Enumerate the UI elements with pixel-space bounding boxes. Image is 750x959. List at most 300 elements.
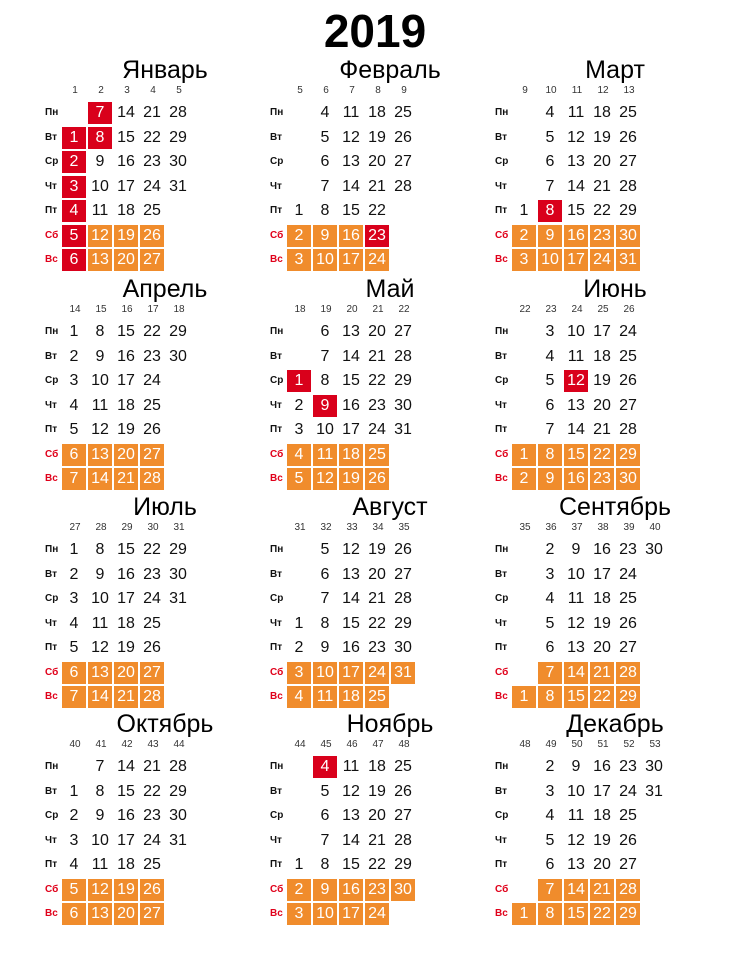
weekend-day-cell: 22: [590, 903, 614, 925]
weekend-day-cell: 17: [339, 249, 363, 271]
day-cell: 7: [320, 347, 330, 365]
day-cell: 9: [571, 758, 581, 775]
day-cell: 23: [143, 347, 161, 365]
week-number: 48: [398, 739, 410, 750]
weekend-day-cell: 23: [590, 225, 614, 247]
weekday-label: Вс: [495, 908, 508, 919]
weekday-label: Пт: [45, 859, 58, 870]
week-number: 29: [121, 522, 133, 533]
weekend-day-cell: 2: [512, 225, 536, 247]
day-cell: 14: [342, 831, 360, 849]
day-cell: 29: [394, 856, 412, 873]
day-cell: 6: [545, 153, 555, 170]
day-cell: 28: [394, 347, 412, 365]
day-cell: 24: [619, 323, 637, 340]
day-cell: 13: [567, 639, 585, 656]
day-cell: 15: [342, 614, 360, 632]
weekday-label: Вт: [270, 131, 282, 143]
day-cell: 14: [567, 177, 585, 195]
weekday-label: Вт: [270, 785, 282, 797]
day-cell: 30: [169, 347, 187, 365]
day-cell: 21: [593, 177, 611, 195]
day-cell: 19: [117, 639, 135, 656]
weekday-label: Чт: [270, 617, 282, 629]
week-number: 21: [372, 304, 384, 315]
weekday-label: Вт: [45, 785, 57, 797]
weekday-label: Вт: [495, 568, 507, 580]
weekend-day-cell: 19: [114, 225, 138, 247]
day-cell: 20: [368, 807, 386, 824]
day-cell: 26: [394, 782, 412, 800]
day-cell: 5: [545, 831, 555, 849]
day-cell: 3: [545, 323, 555, 340]
week-number: 14: [69, 304, 81, 315]
week-number: 40: [649, 522, 661, 533]
day-cell: 18: [117, 396, 135, 414]
weekend-day-cell: 12: [88, 225, 112, 247]
calendar-year-title: 2019: [323, 5, 427, 57]
week-number: 34: [372, 522, 384, 533]
day-cell: 2: [69, 347, 79, 365]
week-number: 36: [545, 522, 557, 533]
holiday-day-cell: 9: [313, 395, 337, 417]
day-cell: 6: [545, 396, 555, 414]
weekend-day-cell: 2: [512, 468, 536, 490]
month-name: Июнь: [583, 275, 647, 303]
holiday-day-cell: 8: [88, 127, 112, 149]
weekday-label: Пн: [495, 544, 509, 555]
day-cell: 24: [143, 831, 161, 849]
week-number: 16: [121, 304, 133, 315]
weekday-label: Сб: [45, 229, 59, 241]
holiday-day-cell: 5: [62, 225, 86, 247]
weekend-day-cell: 17: [339, 903, 363, 925]
holiday-day-cell: 6: [62, 249, 86, 271]
week-number: 31: [173, 522, 185, 533]
day-cell: 5: [69, 421, 79, 438]
day-cell: 17: [117, 831, 135, 849]
day-cell: 10: [91, 590, 109, 607]
day-cell: 28: [169, 758, 187, 775]
day-cell: 21: [143, 104, 161, 121]
weekend-day-cell: 12: [313, 468, 337, 490]
day-cell: 18: [368, 104, 386, 121]
weekday-label: Сб: [495, 883, 509, 895]
day-cell: 18: [368, 758, 386, 775]
week-number: 41: [95, 739, 107, 750]
weekday-label: Чт: [45, 834, 57, 846]
holiday-day-cell: 12: [564, 370, 588, 392]
day-cell: 31: [645, 782, 663, 800]
day-cell: 29: [394, 614, 412, 632]
day-cell: 11: [91, 614, 109, 632]
day-cell: 24: [368, 421, 386, 438]
day-cell: 27: [619, 856, 637, 873]
weekend-day-cell: 29: [616, 444, 640, 466]
weekend-day-cell: 30: [391, 879, 415, 901]
day-cell: 21: [368, 177, 386, 195]
day-cell: 11: [567, 347, 585, 365]
day-cell: 19: [368, 128, 386, 146]
day-cell: 25: [394, 758, 412, 775]
week-number: 23: [545, 304, 557, 315]
weekend-day-cell: 4: [287, 444, 311, 466]
weekend-day-cell: 21: [114, 686, 138, 708]
week-number: 35: [398, 522, 410, 533]
weekend-day-cell: 17: [564, 249, 588, 271]
day-cell: 31: [169, 831, 187, 849]
day-cell: 1: [294, 202, 304, 219]
weekday-label: Вс: [270, 691, 283, 702]
weekday-label: Пн: [495, 107, 509, 118]
holiday-day-cell: 7: [88, 102, 112, 124]
day-cell: 30: [645, 541, 663, 558]
day-cell: 13: [567, 153, 585, 170]
day-cell: 16: [117, 807, 135, 824]
month-name: Февраль: [339, 56, 441, 84]
weekday-label: Сб: [45, 666, 59, 678]
day-cell: 18: [593, 807, 611, 824]
day-cell: 27: [619, 396, 637, 414]
weekend-day-cell: 26: [140, 879, 164, 901]
weekday-label: Вт: [270, 350, 282, 362]
day-cell: 13: [567, 396, 585, 414]
holiday-day-cell: 1: [287, 370, 311, 392]
weekday-label: Сб: [45, 883, 59, 895]
day-cell: 11: [91, 396, 109, 414]
weekday-label: Пт: [495, 642, 508, 653]
day-cell: 18: [117, 856, 135, 873]
weekend-day-cell: 22: [590, 444, 614, 466]
week-number: 33: [346, 522, 358, 533]
day-cell: 11: [567, 807, 585, 824]
day-cell: 11: [91, 856, 109, 873]
weekend-day-cell: 24: [590, 249, 614, 271]
weekend-day-cell: 3: [287, 249, 311, 271]
day-cell: 12: [342, 782, 360, 800]
weekend-day-cell: 15: [564, 444, 588, 466]
day-cell: 24: [143, 590, 161, 607]
day-cell: 1: [519, 202, 529, 219]
week-number: 6: [323, 85, 329, 96]
week-number: 9: [522, 85, 528, 96]
day-cell: 15: [342, 856, 360, 873]
day-cell: 24: [143, 372, 161, 389]
weekend-day-cell: 9: [313, 879, 337, 901]
weekday-label: Ср: [270, 593, 284, 604]
day-cell: 7: [320, 177, 330, 195]
day-cell: 22: [368, 614, 386, 632]
week-number: 22: [519, 304, 531, 315]
day-cell: 2: [545, 541, 555, 558]
weekday-label: Ср: [45, 156, 59, 167]
weekday-label: Сб: [495, 666, 509, 678]
day-cell: 22: [368, 202, 386, 219]
weekday-label: Пн: [495, 761, 509, 772]
day-cell: 9: [95, 153, 105, 170]
day-cell: 20: [593, 396, 611, 414]
week-number: 15: [95, 304, 107, 315]
week-number: 24: [571, 304, 583, 315]
weekend-day-cell: 28: [140, 686, 164, 708]
weekend-day-cell: 20: [114, 249, 138, 271]
weekday-label: Пт: [495, 205, 508, 216]
weekday-label: Чт: [45, 399, 57, 411]
day-cell: 25: [619, 347, 637, 365]
weekday-label: Ср: [45, 593, 59, 604]
day-cell: 17: [593, 565, 611, 583]
day-cell: 14: [117, 104, 135, 121]
week-number: 44: [294, 739, 306, 750]
weekday-label: Чт: [495, 834, 507, 846]
weekend-day-cell: 31: [391, 662, 415, 684]
weekend-day-cell: 15: [564, 903, 588, 925]
weekend-day-cell: 3: [287, 662, 311, 684]
weekend-day-cell: 24: [365, 249, 389, 271]
day-cell: 22: [368, 372, 386, 389]
day-cell: 28: [394, 177, 412, 195]
day-cell: 20: [368, 565, 386, 583]
week-number: 10: [545, 85, 557, 96]
weekend-day-cell: 25: [365, 444, 389, 466]
day-cell: 1: [69, 782, 79, 800]
weekend-day-cell: 30: [616, 468, 640, 490]
day-cell: 25: [143, 856, 161, 873]
day-cell: 10: [316, 421, 334, 438]
day-cell: 9: [95, 807, 105, 824]
weekend-day-cell: 6: [62, 903, 86, 925]
week-number: 26: [623, 304, 635, 315]
day-cell: 10: [91, 177, 109, 195]
day-cell: 24: [619, 782, 637, 800]
day-cell: 19: [593, 831, 611, 849]
week-number: 28: [95, 522, 107, 533]
day-cell: 31: [394, 421, 412, 438]
week-number: 30: [147, 522, 159, 533]
day-cell: 14: [342, 347, 360, 365]
day-cell: 22: [143, 782, 161, 800]
day-cell: 13: [342, 323, 360, 340]
day-cell: 26: [143, 421, 161, 438]
day-cell: 15: [117, 541, 135, 558]
day-cell: 16: [117, 347, 135, 365]
day-cell: 15: [342, 372, 360, 389]
weekend-day-cell: 27: [140, 249, 164, 271]
weekend-day-cell: 2: [287, 225, 311, 247]
weekday-label: Чт: [495, 399, 507, 411]
day-cell: 22: [143, 323, 161, 340]
weekend-day-cell: 7: [62, 686, 86, 708]
day-cell: 18: [117, 202, 135, 219]
day-cell: 23: [143, 153, 161, 170]
day-cell: 25: [143, 396, 161, 414]
week-number: 17: [147, 304, 159, 315]
weekend-day-cell: 21: [590, 662, 614, 684]
day-cell: 23: [143, 807, 161, 824]
day-cell: 29: [169, 782, 187, 800]
weekend-day-cell: 7: [62, 468, 86, 490]
day-cell: 19: [593, 128, 611, 146]
day-cell: 14: [342, 590, 360, 607]
day-cell: 8: [95, 782, 105, 800]
weekend-day-cell: 29: [616, 686, 640, 708]
weekend-day-cell: 28: [616, 662, 640, 684]
week-number: 11: [571, 85, 583, 96]
day-cell: 3: [545, 565, 555, 583]
day-cell: 3: [69, 372, 79, 389]
day-cell: 3: [545, 782, 555, 800]
weekend-day-cell: 8: [538, 444, 562, 466]
week-number: 39: [623, 522, 635, 533]
day-cell: 6: [320, 807, 330, 824]
holiday-day-cell: 4: [313, 756, 337, 778]
day-cell: 23: [368, 639, 386, 656]
day-cell: 13: [342, 153, 360, 170]
day-cell: 27: [394, 323, 412, 340]
holiday-day-cell: 4: [62, 200, 86, 222]
weekday-label: Сб: [495, 448, 509, 460]
weekend-day-cell: 24: [365, 662, 389, 684]
month-block: [495, 277, 735, 497]
week-number: 20: [346, 304, 358, 315]
weekend-day-cell: 15: [564, 686, 588, 708]
weekday-label: Вс: [45, 254, 58, 265]
weekend-day-cell: 3: [287, 903, 311, 925]
month-block: [495, 495, 735, 715]
day-cell: 26: [619, 614, 637, 632]
day-cell: 5: [320, 541, 330, 558]
weekend-day-cell: 29: [616, 903, 640, 925]
weekend-day-cell: 20: [114, 444, 138, 466]
month-block: [45, 277, 285, 497]
weekday-label: Ср: [495, 375, 509, 386]
week-number: 49: [545, 739, 557, 750]
day-cell: 17: [117, 177, 135, 195]
weekend-day-cell: 10: [313, 249, 337, 271]
day-cell: 7: [545, 421, 555, 438]
weekday-label: Пт: [45, 424, 58, 435]
day-cell: 4: [545, 347, 555, 365]
day-cell: 5: [545, 128, 555, 146]
day-cell: 15: [117, 782, 135, 800]
day-cell: 10: [567, 782, 585, 800]
weekday-label: Пн: [270, 107, 284, 118]
day-cell: 15: [117, 128, 135, 146]
day-cell: 1: [69, 323, 79, 340]
week-number: 48: [519, 739, 531, 750]
weekday-label: Пн: [270, 326, 284, 337]
day-cell: 1: [294, 856, 304, 873]
day-cell: 21: [368, 347, 386, 365]
weekend-day-cell: 23: [590, 468, 614, 490]
month-block: [45, 712, 285, 932]
week-number: 13: [623, 85, 635, 96]
weekend-day-cell: 7: [538, 879, 562, 901]
day-cell: 12: [342, 541, 360, 558]
day-cell: 2: [294, 396, 304, 414]
weekend-day-cell: 17: [339, 662, 363, 684]
day-cell: 25: [394, 104, 412, 121]
weekday-label: Ср: [495, 156, 509, 167]
weekend-day-cell: 13: [88, 249, 112, 271]
day-cell: 4: [545, 590, 555, 607]
holiday-day-cell: 23: [365, 225, 389, 247]
day-cell: 18: [593, 590, 611, 607]
day-cell: 20: [593, 639, 611, 656]
weekday-label: Чт: [495, 617, 507, 629]
day-cell: 18: [593, 347, 611, 365]
day-cell: 30: [169, 153, 187, 170]
day-cell: 18: [593, 104, 611, 121]
day-cell: 26: [394, 541, 412, 558]
weekday-label: Вс: [45, 691, 58, 702]
day-cell: 25: [619, 590, 637, 607]
day-cell: 23: [619, 758, 637, 775]
day-cell: 6: [320, 153, 330, 170]
weekday-label: Сб: [270, 666, 284, 678]
week-number: 38: [597, 522, 609, 533]
weekend-day-cell: 28: [616, 879, 640, 901]
week-number: 1: [72, 85, 78, 96]
day-cell: 27: [619, 153, 637, 170]
day-cell: 16: [593, 758, 611, 775]
weekend-day-cell: 13: [88, 444, 112, 466]
day-cell: 9: [571, 541, 581, 558]
month-name: Сентябрь: [559, 493, 671, 521]
weekday-label: Ср: [45, 810, 59, 821]
weekday-label: Пн: [45, 544, 59, 555]
weekend-day-cell: 16: [339, 225, 363, 247]
weekend-day-cell: 8: [538, 903, 562, 925]
day-cell: 25: [619, 807, 637, 824]
day-cell: 19: [593, 372, 611, 389]
weekday-label: Вс: [270, 473, 283, 484]
month-name: Март: [585, 56, 645, 84]
day-cell: 12: [91, 639, 109, 656]
weekend-day-cell: 16: [564, 225, 588, 247]
day-cell: 22: [593, 202, 611, 219]
day-cell: 19: [368, 541, 386, 558]
weekday-label: Сб: [495, 229, 509, 241]
weekday-label: Пн: [45, 107, 59, 118]
day-cell: 23: [619, 541, 637, 558]
day-cell: 8: [95, 541, 105, 558]
weekday-label: Сб: [45, 448, 59, 460]
day-cell: 7: [320, 831, 330, 849]
weekday-label: Пт: [270, 642, 283, 653]
weekday-label: Пн: [495, 326, 509, 337]
day-cell: 5: [545, 614, 555, 632]
weekend-day-cell: 5: [287, 468, 311, 490]
month-block: [270, 712, 510, 932]
week-number: 35: [519, 522, 531, 533]
month-name: Апрель: [122, 275, 208, 303]
holiday-day-cell: 1: [62, 127, 86, 149]
day-cell: 21: [368, 831, 386, 849]
week-number: 18: [294, 304, 306, 315]
weekday-label: Ср: [270, 810, 284, 821]
month-name: Май: [365, 275, 415, 303]
day-cell: 17: [593, 323, 611, 340]
holiday-day-cell: 8: [538, 200, 562, 222]
weekend-day-cell: 14: [564, 879, 588, 901]
day-cell: 11: [342, 758, 360, 775]
weekend-day-cell: 16: [339, 879, 363, 901]
day-cell: 6: [320, 565, 330, 583]
day-cell: 20: [368, 153, 386, 170]
day-cell: 26: [619, 128, 637, 146]
day-cell: 28: [619, 177, 637, 195]
